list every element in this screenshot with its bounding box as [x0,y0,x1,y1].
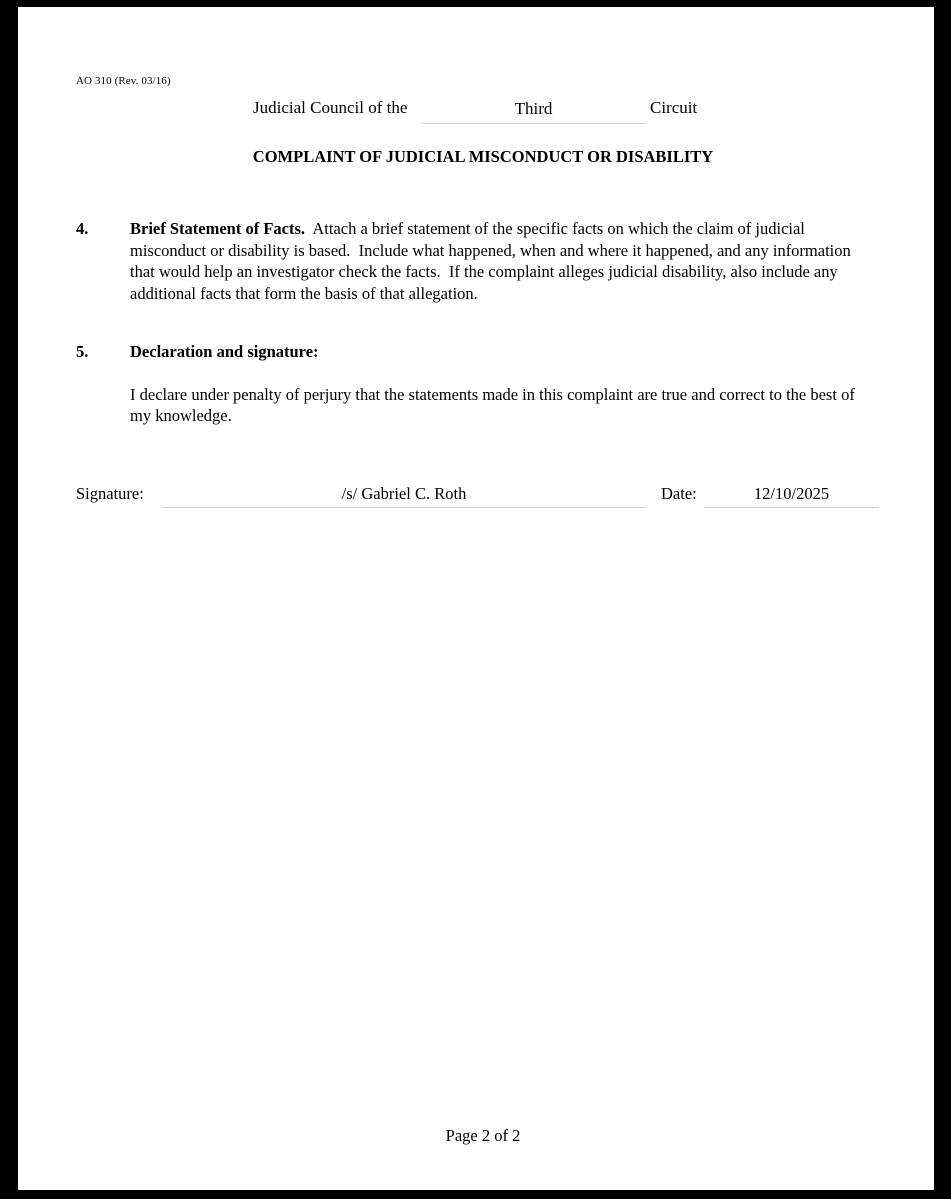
section-heading: Declaration and signature: [130,342,319,361]
page-number: Page 2 of 2 [445,1126,521,1145]
section-text: Attach a brief statement of the specific facts on which the claim of judicial misconduct or disability is based. Include what happened, when and where it happened, and any information that would help an investigator check the facts. If the complaint alleges judicial disability, also include any additional facts that form the basis of that allegation. [130,219,855,303]
section-body [130,341,875,427]
date-label: Date: [661,484,697,503]
council-prefix: Judicial Council of the [253,98,408,117]
signature-field[interactable]: /s/ Gabriel C. Roth [162,481,646,508]
section-heading: Brief Statement of Facts. [130,219,306,238]
declaration-text: I declare under penalty of perjury that the statements made in this complaint are true and correct to the best of my knowledge. [130,384,855,425]
date-field[interactable]: 12/10/2025 [704,481,879,508]
section-number: 5. [76,342,89,361]
council-line [253,95,713,125]
form-number: AO 310 (Rev. 03/16) [76,75,171,87]
council-suffix: Circuit [650,98,698,117]
signature-label: Signature: [76,484,144,503]
document-title: COMPLAINT OF JUDICIAL MISCONDUCT OR DISABILITY [252,147,714,166]
document-page [18,7,934,1190]
signature-row [76,481,896,511]
section-number: 4. [76,219,89,238]
circuit-field[interactable]: Third [421,99,646,124]
section-body [130,218,875,304]
